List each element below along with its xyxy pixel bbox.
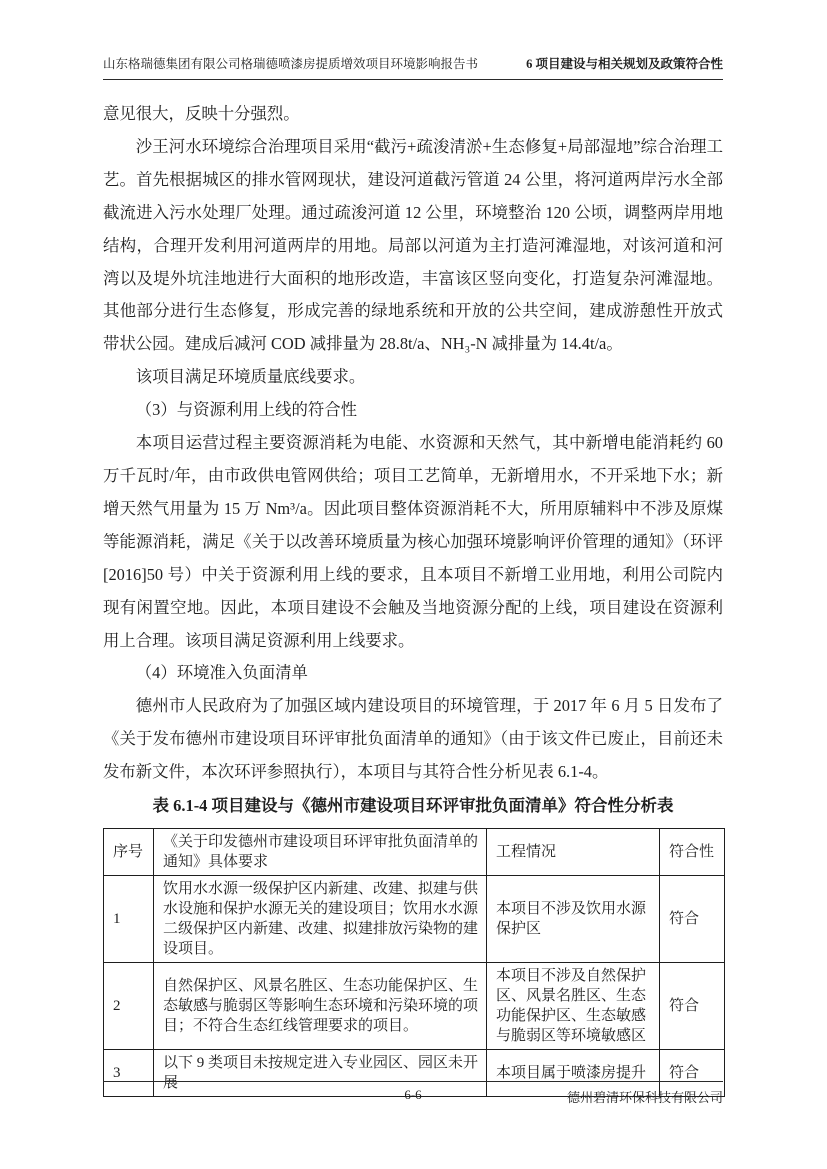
table-header-cell: 符合性 <box>660 829 725 876</box>
table-header-cell: 工程情况 <box>487 829 660 876</box>
paragraph: 德州市人民政府为了加强区域内建设项目的环境管理，于 2017 年 6 月 5 日发布了《关于发布德州市建设项目环评审批负面清单的通知》（由于该文件已废止，目前还未发布新文件，本次环评参照执行），本项目与其符合性分析见表 6.1-4。 <box>103 696 723 782</box>
paragraph: 本项目运营过程主要资源消耗为电能、水资源和天然气，其中新增电能消耗约 60 万千瓦时/年，由市政供电管网供给；项目工艺简单，无新增用水，不开采地下水；新增天然气用量为 15 万 Nm³/a。因此项目整体资源消耗不大，所用原辅料中不涉及原煤等能源消耗，满足《关于以改善环境质量为核心加强环境影响评价管理的通知》（环评[2016]50 号）中关于资源利用上线的要求，且本项目不新增工业用地，利用公司院内现有闲置空地。因此，本项目建设不会触及当地资源分配的上线，项目建设在资源利用上合理。该项目满足资源利用上线要求。 <box>103 433 723 650</box>
table-cell: 自然保护区、风景名胜区、生态功能保护区、生态敏感与脆弱区等影响生态环境和污染环境的项目；不符合生态红线管理要求的项目。 <box>154 963 487 1050</box>
paragraph: 意见很大，反映十分强烈。 <box>103 104 300 123</box>
header-chapter-title: 6 项目建设与相关规划及政策符合性 <box>526 57 723 71</box>
paragraph: 沙王河水环境综合治理项目采用“截污+疏浚清淤+生态修复+局部湿地”综合治理工艺。首先根据城区的排水管网现状，建设河道截污管道 24 公里，将河道两岸污水全部截流进入污水处理厂处理。通过疏浚河道 12 公里，环境整治 120 公顷，调整两岸用地结构，合理开发利用河道两岸的用地。局部以河道为主打造河滩湿地，对该河道和河湾以及堤外坑洼地进行大面积的地形改造，丰富该区竖向变化，打造复杂河滩湿地。其他部分进行生态修复，形成完善的绿地系统和开放的公共空间，建成游憩性开放式带状公园。建成后减河 COD 减排量为 28.8t/a、NH₃-N 减排量为 14.4t/a。 <box>103 136 723 354</box>
footer-company-name: 德州碧清环保科技有限公司 <box>566 1090 723 1105</box>
page-header <box>103 54 723 80</box>
compliance-table <box>103 828 725 1097</box>
table-cell: 本项目不涉及饮用水源保护区 <box>487 876 660 963</box>
body-paragraphs <box>103 98 723 789</box>
header-report-title: 山东格瑞德集团有限公司格瑞德喷漆房提质增效项目环境影响报告书 <box>103 57 479 71</box>
table-header-row <box>104 829 725 876</box>
table-cell: 饮用水水源一级保护区内新建、改建、拟建与供水设施和保护水源无关的建设项目；饮用水水源二级保护区内新建、改建、拟建排放污染物的建设项目。 <box>154 876 487 963</box>
paragraph: （4）环境准入负面清单 <box>135 663 308 683</box>
page-footer <box>103 1081 723 1109</box>
page-number: 6-6 <box>404 1087 422 1102</box>
table-cell: 2 <box>104 963 154 1050</box>
table-cell: 符合 <box>660 1050 725 1097</box>
table-cell: 3 <box>104 1050 154 1097</box>
table-row <box>104 876 725 963</box>
table-header-cell: 《关于印发德州市建设项目环评审批负面清单的通知》具体要求 <box>154 829 487 876</box>
paragraph: 该项目满足环境质量底线要求。 <box>135 367 366 387</box>
table-cell: 1 <box>104 876 154 963</box>
table-cell: 本项目不涉及自然保护区、风景名胜区、生态功能保护区、生态敏感与脆弱区等环境敏感区 <box>487 963 660 1050</box>
table-cell: 符合 <box>660 876 725 963</box>
table-row <box>104 963 725 1050</box>
table-cell: 以下 9 类项目未按规定进入专业园区、园区未开展 <box>154 1050 487 1097</box>
table-header-cell: 序号 <box>104 829 154 876</box>
page-content <box>103 54 723 1097</box>
table-title: 表 6.1-4 项目建设与《德州市建设项目环评审批负面清单》符合性分析表 <box>152 796 674 816</box>
table-body <box>104 876 725 1097</box>
table-cell: 符合 <box>660 963 725 1050</box>
table-cell: 本项目属于喷漆房提升 <box>487 1050 660 1097</box>
paragraph: （3）与资源利用上线的符合性 <box>135 400 358 420</box>
